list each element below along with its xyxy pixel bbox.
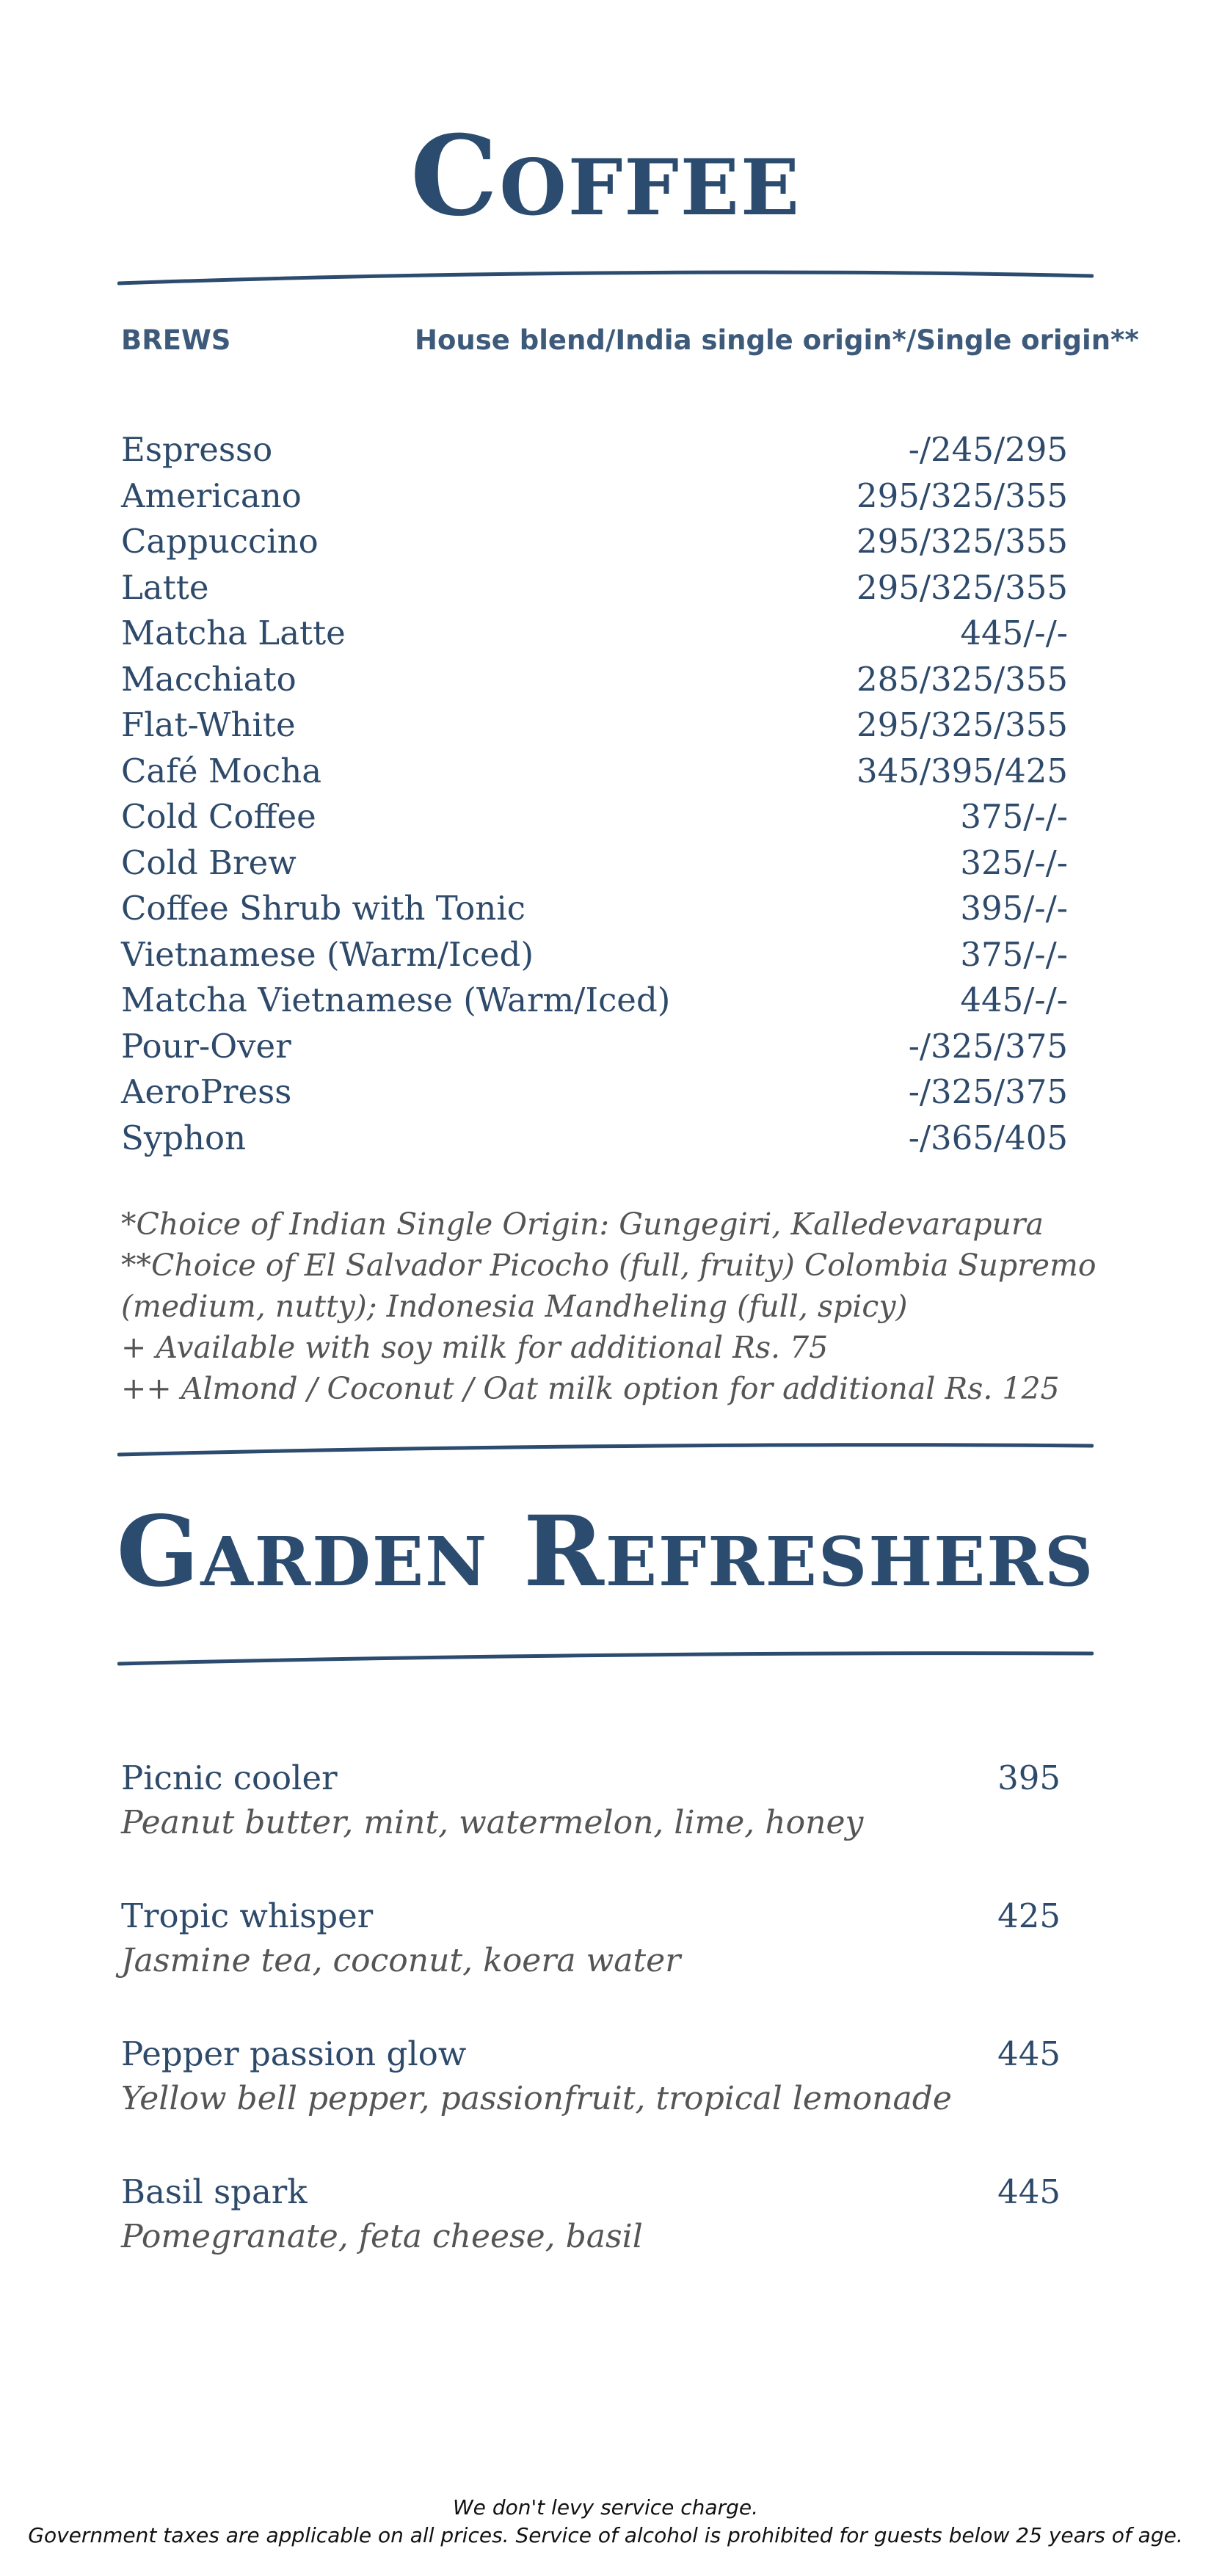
coffee-item-price: 295/325/355: [857, 476, 1068, 515]
garden-refreshers-list: [121, 1755, 1075, 2307]
coffee-item: [121, 932, 1068, 978]
coffee-item-name: Café Mocha: [121, 751, 322, 790]
coffee-item-name: Pour-Over: [121, 1026, 291, 1066]
section-divider: [117, 1438, 1094, 1460]
coffee-item-price: 295/325/355: [857, 567, 1068, 607]
refresher-name: Pepper passion glow: [121, 2034, 467, 2073]
footnote-line: ++ Almond / Coconut / Oat milk option for additional Rs. 125: [121, 1371, 1060, 1406]
coffee-footnotes: [121, 1204, 1149, 1409]
refresher-price: 425: [997, 1896, 1061, 1935]
coffee-item: [121, 611, 1068, 657]
refresher-name: Tropic whisper: [121, 1896, 374, 1935]
coffee-item-price: 375/-/-: [960, 934, 1068, 974]
coffee-item-name: Cappuccino: [121, 522, 319, 561]
coffee-item-price: 285/325/355: [857, 659, 1068, 699]
coffee-item-name: Americano: [121, 476, 302, 515]
coffee-item-name: Cold Coffee: [121, 797, 316, 836]
coffee-item-price: 325/-/-: [960, 843, 1068, 882]
coffee-item-name: Flat-White: [121, 705, 296, 744]
coffee-item-price: 375/-/-: [960, 797, 1068, 836]
refresher-name: Picnic cooler: [121, 1758, 338, 1797]
brews-label: BREWS: [121, 324, 231, 356]
refresher-description: Yellow bell pepper, passionfruit, tropical lemonade: [121, 2080, 952, 2117]
coffee-item: [121, 565, 1068, 611]
coffee-item-name: Coffee Shrub with Tonic: [121, 889, 526, 928]
coffee-section-title: Coffee: [410, 112, 801, 241]
coffee-item: [121, 978, 1068, 1024]
coffee-item-price: -/325/375: [908, 1026, 1068, 1066]
footnote-line: *Choice of Indian Single Origin: Gungegiri, Kalledevarapura: [121, 1207, 1044, 1242]
coffee-item-price: 445/-/-: [960, 980, 1068, 1019]
coffee-item-name: Cold Brew: [121, 843, 297, 882]
coffee-item-name: Syphon: [121, 1118, 247, 1157]
coffee-item-price: -/365/405: [908, 1118, 1068, 1157]
refresher-item: [121, 2169, 1075, 2307]
coffee-item: [121, 473, 1068, 520]
footnote-line: (medium, nutty); Indonesia Mandheling (full, spicy): [121, 1289, 908, 1324]
coffee-item-name: Matcha Latte: [121, 614, 346, 652]
tax-alcohol-note: Government taxes are applicable on all prices. Service of alcohol is prohibited for guests below 25 years of age.: [28, 2523, 1183, 2547]
refresher-description: Pomegranate, feta cheese, basil: [121, 2218, 643, 2255]
refresher-item: [121, 2031, 1075, 2169]
garden-refreshers-title: Garden Refreshers: [116, 1495, 1095, 1609]
refresher-price: 445: [997, 2172, 1061, 2211]
coffee-item: [121, 657, 1068, 703]
refresher-price: 445: [997, 2034, 1061, 2073]
service-charge-note: We don't levy service charge.: [453, 2495, 758, 2519]
coffee-menu-list: [121, 427, 1068, 1161]
refresher-description: Jasmine tea, coconut, koera water: [121, 1942, 681, 1979]
coffee-title-underline: [117, 266, 1094, 288]
footnote-line: **Choice of El Salvador Picocho (full, fruity) Colombia Supremo: [121, 1248, 1097, 1283]
coffee-item-name: Vietnamese (Warm/Iced): [121, 934, 534, 974]
coffee-item: [121, 1024, 1068, 1070]
coffee-item-name: AeroPress: [121, 1072, 292, 1111]
coffee-item-name: Latte: [121, 567, 209, 607]
coffee-item-price: -/245/295: [908, 430, 1068, 469]
coffee-item-price: -/325/375: [908, 1072, 1068, 1111]
coffee-item-name: Espresso: [121, 430, 273, 469]
refresher-description: Peanut butter, mint, watermelon, lime, honey: [121, 1804, 864, 1841]
footnote-line: + Available with soy milk for additional Rs. 75: [121, 1330, 829, 1365]
coffee-item-price: 295/325/355: [857, 705, 1068, 744]
coffee-item-name: Matcha Vietnamese (Warm/Iced): [121, 980, 671, 1019]
coffee-item-price: 345/395/425: [857, 751, 1068, 790]
coffee-item: [121, 1069, 1068, 1116]
coffee-item: [121, 427, 1068, 473]
coffee-item: [121, 519, 1068, 565]
refresher-price: 395: [997, 1758, 1061, 1797]
coffee-item-price: 295/325/355: [857, 522, 1068, 561]
coffee-item-price: 395/-/-: [960, 889, 1068, 928]
coffee-item: [121, 840, 1068, 887]
garden-title-underline: [117, 1648, 1094, 1670]
price-columns-label: House blend/India single origin*/Single origin**: [415, 324, 1139, 356]
refresher-name: Basil spark: [121, 2172, 308, 2211]
coffee-item: [121, 794, 1068, 840]
coffee-item: [121, 749, 1068, 795]
coffee-item-name: Macchiato: [121, 659, 297, 699]
refresher-item: [121, 1893, 1075, 2031]
coffee-item-price: 445/-/-: [960, 614, 1068, 652]
coffee-item: [121, 1116, 1068, 1162]
coffee-item: [121, 702, 1068, 749]
coffee-item: [121, 886, 1068, 932]
refresher-item: [121, 1755, 1075, 1893]
